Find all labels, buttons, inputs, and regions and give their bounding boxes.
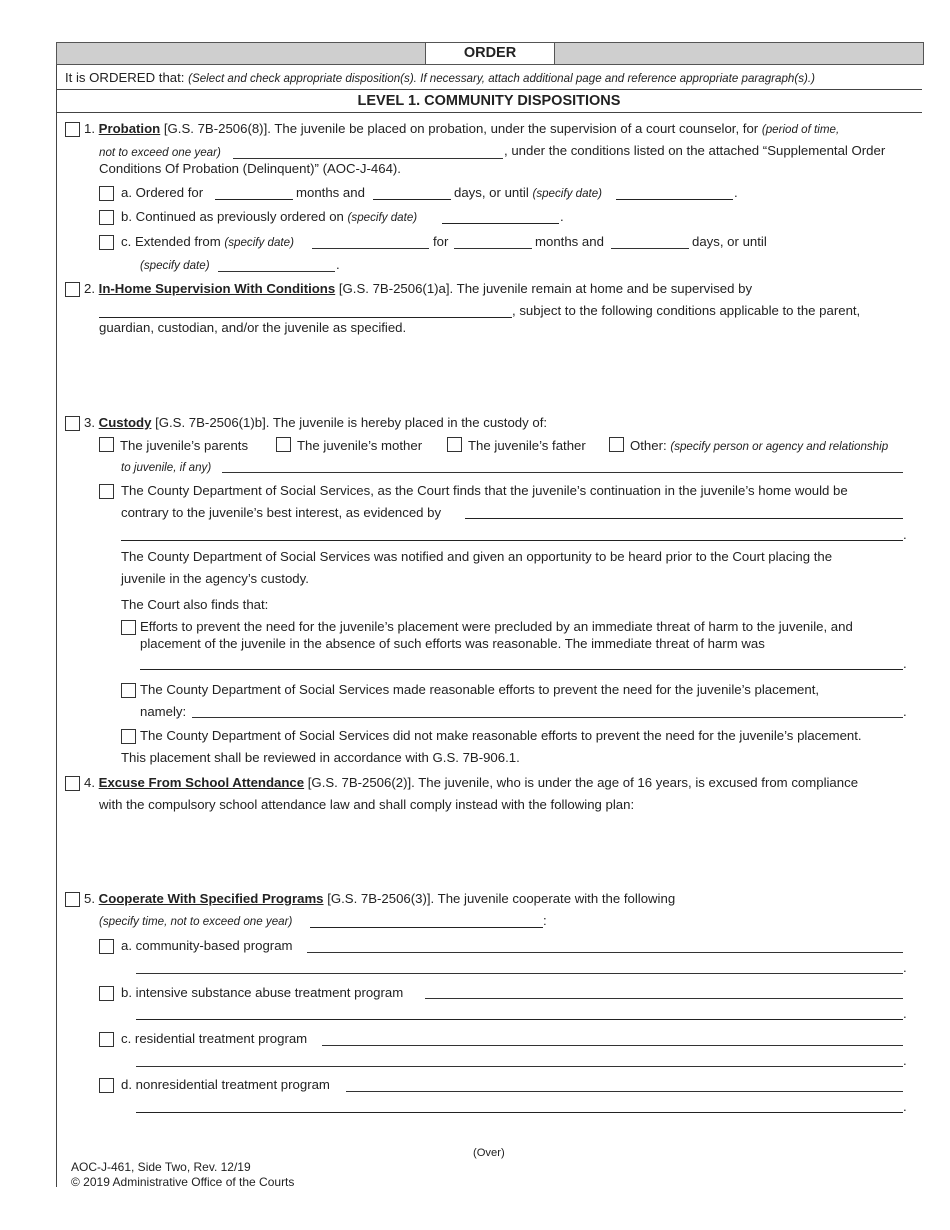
ordered-instruction: (Select and check appropriate disposition(s). If necessary, attach additional page and reference appropriate paragraph(s).) — [188, 72, 815, 85]
item-number: 3. — [84, 415, 95, 430]
item1c-row — [121, 234, 294, 249]
period: . — [903, 704, 907, 719]
other-hint-2: to juvenile, if any) — [121, 461, 212, 474]
residential-label: c. residential treatment program — [121, 1031, 308, 1046]
school-excuse-checkbox[interactable] — [65, 776, 80, 791]
school-cite: [G.S. 7B-2506(2)]. The juvenile, who is under the age of 16 years, is excused from compliance — [304, 775, 859, 790]
level-title: LEVEL 1. COMMUNITY DISPOSITIONS — [357, 93, 621, 109]
parents-label: The juvenile’s parents — [120, 438, 249, 453]
namely-label: namely: — [140, 704, 187, 719]
item1a-until — [454, 185, 602, 200]
letter: c. — [121, 234, 132, 249]
specify-date-hint — [140, 257, 210, 272]
months-and-label: months and — [535, 234, 604, 249]
reasonable-efforts-checkbox[interactable] — [121, 683, 136, 698]
for-label: for — [433, 234, 449, 249]
item2-line3: guardian, custodian, and/or the juvenile as specified. — [99, 320, 407, 335]
evidence-field-2[interactable] — [121, 540, 903, 541]
ordered-for-label: Ordered for — [135, 185, 204, 200]
school-title: Excuse From School Attendance — [98, 775, 305, 790]
substance-abuse-field-2[interactable] — [136, 1019, 903, 1020]
item-number: 2. — [84, 281, 95, 296]
continued-checkbox[interactable] — [99, 210, 114, 225]
reviewed-line: This placement shall be reviewed in accordance with G.S. 7B-906.1. — [121, 750, 520, 765]
period: . — [903, 1053, 907, 1068]
letter: a. — [121, 185, 132, 200]
specify-date-hint: (specify date) — [532, 187, 603, 200]
mother-label: The juvenile’s mother — [297, 438, 423, 453]
days-or-until-label: days, or until — [692, 234, 767, 249]
specify-date-hint: (specify date) — [347, 211, 418, 224]
ordered-until-date-field[interactable] — [616, 199, 733, 200]
other-checkbox[interactable] — [609, 437, 624, 452]
community-program-checkbox[interactable] — [99, 939, 114, 954]
period: . — [903, 527, 907, 542]
ordered-for-checkbox[interactable] — [99, 186, 114, 201]
efforts-line2: placement of the juvenile in the absence of such efforts was reasonable. The immediate threat of harm was — [140, 636, 765, 651]
programs-time-field[interactable] — [310, 927, 543, 928]
supervisor-field[interactable] — [99, 317, 512, 318]
community-program-label: a. community-based program — [121, 938, 293, 953]
father-label: The juvenile’s father — [468, 438, 586, 453]
item5-line1 — [84, 891, 675, 906]
programs-time-hint: (specify time, not to exceed one year) — [99, 915, 293, 928]
probation-checkbox[interactable] — [65, 122, 80, 137]
community-program-field[interactable] — [307, 952, 903, 953]
substance-abuse-field[interactable] — [425, 998, 903, 999]
over-label: (Over) — [473, 1147, 505, 1159]
father-checkbox[interactable] — [447, 437, 462, 452]
divider — [56, 89, 922, 90]
mother-checkbox[interactable] — [276, 437, 291, 452]
extended-from-label: Extended from — [134, 234, 221, 249]
notified-line2: juvenile in the agency’s custody. — [121, 571, 309, 586]
residential-field[interactable] — [322, 1045, 903, 1046]
item1-line3: Conditions Of Probation (Delinquent)” (AOC-J-464). — [99, 161, 401, 176]
in-home-supervision-checkbox[interactable] — [65, 282, 80, 297]
dss-line1: The County Department of Social Services, as the Court finds that the juvenile’s continuation in the juvenile’s home would be — [121, 483, 848, 498]
namely-field[interactable] — [192, 717, 903, 718]
item-number: 5. — [84, 891, 95, 906]
item1-after-line: , under the conditions listed on the attached “Supplemental Order — [504, 143, 886, 158]
efforts-precluded-checkbox[interactable] — [121, 620, 136, 635]
programs-cite: [G.S. 7B-2506(3)]. The juvenile cooperate with the following — [323, 891, 676, 906]
specify-date-hint-2: (specify date) — [140, 259, 210, 272]
programs-title: Cooperate With Specified Programs — [98, 891, 324, 906]
probation-title: Probation — [98, 121, 161, 136]
custody-options-row — [99, 437, 248, 453]
period: . — [734, 185, 738, 200]
item5-hint-row — [99, 913, 292, 928]
specify-date-hint: (specify date) — [224, 236, 294, 249]
extended-days-field[interactable] — [611, 248, 689, 249]
item2-after-line: , subject to the following conditions applicable to the parent, — [512, 303, 861, 318]
nonresidential-field-2[interactable] — [136, 1112, 903, 1113]
item4-line2: with the compulsory school attendance law and shall comply instead with the following plan: — [99, 797, 635, 812]
in-home-cite: [G.S. 7B-2506(1)a]. The juvenile remain at home and be supervised by — [335, 281, 753, 296]
mother-option — [276, 437, 422, 453]
evidence-field[interactable] — [465, 518, 903, 519]
item1b-row — [121, 209, 417, 224]
header-title-box — [425, 42, 555, 65]
threat-field[interactable] — [140, 669, 903, 670]
other-custodian-field[interactable] — [222, 472, 903, 473]
parents-checkbox[interactable] — [99, 437, 114, 452]
ordered-months-field[interactable] — [215, 199, 293, 200]
probation-cite: [G.S. 7B-2506(8)]. The juvenile be placed on probation, under the supervision of a court counselor, for — [160, 121, 762, 136]
period: . — [903, 1099, 907, 1114]
letter: b. — [121, 209, 132, 224]
other-hint-2-row — [121, 459, 211, 474]
divider — [56, 112, 922, 113]
order-title: ORDER — [463, 45, 517, 61]
extended-checkbox[interactable] — [99, 235, 114, 250]
header-right-shade — [554, 42, 924, 65]
months-and-label: months and — [296, 185, 365, 200]
reasonable-line1: The County Department of Social Services made reasonable efforts to prevent the need for the juvenile’s placement, — [140, 682, 820, 697]
nonresidential-checkbox[interactable] — [99, 1078, 114, 1093]
nonresidential-field[interactable] — [346, 1091, 903, 1092]
extended-from-date-field[interactable] — [312, 248, 429, 249]
nonresidential-label: d. nonresidential treatment program — [121, 1077, 330, 1092]
period: . — [336, 257, 340, 272]
item3-line1 — [84, 415, 547, 430]
item1-line2-hint — [99, 144, 221, 159]
header-left-shade — [56, 42, 427, 65]
father-option — [447, 437, 586, 453]
form-number: AOC-J-461, Side Two, Rev. 12/19 — [71, 1160, 251, 1174]
item1-line1 — [84, 121, 839, 136]
dss-line2: contrary to the juvenile’s best interest, as evidenced by — [121, 505, 442, 520]
period-hint-2: not to exceed one year) — [99, 146, 221, 159]
programs-checkbox[interactable] — [65, 892, 80, 907]
not-reasonable-checkbox[interactable] — [121, 729, 136, 744]
item4-line1 — [84, 775, 858, 790]
ordered-days-field[interactable] — [373, 199, 451, 200]
period-hint: (period of time, — [761, 123, 840, 136]
other-hint: (specify person or agency and relationship — [670, 440, 889, 453]
copyright: © 2019 Administrative Office of the Courts — [71, 1175, 295, 1189]
period: . — [903, 1006, 907, 1021]
court-finds: The Court also finds that: — [121, 597, 269, 612]
item-number: 4. — [84, 775, 95, 790]
probation-period-field[interactable] — [233, 158, 503, 159]
extended-until-date-field[interactable] — [218, 271, 335, 272]
continued-date-field[interactable] — [442, 223, 559, 224]
substance-abuse-checkbox[interactable] — [99, 986, 114, 1001]
item1a-row — [121, 185, 203, 200]
period: . — [560, 209, 564, 224]
item2-line1 — [84, 281, 752, 296]
other-label: Other: — [630, 438, 667, 453]
other-option — [609, 437, 888, 453]
residential-checkbox[interactable] — [99, 1032, 114, 1047]
custody-checkbox[interactable] — [65, 416, 80, 431]
ordered-line — [65, 70, 815, 85]
substance-abuse-label: b. intensive substance abuse treatment program — [121, 985, 404, 1000]
not-reasonable-line: The County Department of Social Services did not make reasonable efforts to prevent the need for the juvenile’s placement. — [140, 728, 862, 743]
days-or-until-label: days, or until — [454, 185, 529, 200]
colon: : — [543, 913, 547, 928]
item-number: 1. — [84, 121, 95, 136]
ordered-prefix: It is ORDERED that: — [65, 70, 185, 85]
dss-checkbox[interactable] — [99, 484, 114, 499]
period: . — [903, 656, 907, 671]
efforts-line1: Efforts to prevent the need for the juvenile’s placement were precluded by an immediate threat of harm to the juvenile, and — [140, 619, 853, 634]
period: . — [903, 960, 907, 975]
custody-cite: [G.S. 7B-2506(1)b]. The juvenile is hereby placed in the custody of: — [151, 415, 548, 430]
extended-months-field[interactable] — [454, 248, 532, 249]
left-margin-rule — [56, 42, 57, 1187]
continued-label: Continued as previously ordered on — [135, 209, 344, 224]
notified-line1: The County Department of Social Services was notified and given an opportunity to be heard prior to the Court placing the — [121, 549, 833, 564]
community-program-field-2[interactable] — [136, 973, 903, 974]
residential-field-2[interactable] — [136, 1066, 903, 1067]
custody-title: Custody — [98, 415, 152, 430]
in-home-title: In-Home Supervision With Conditions — [98, 281, 336, 296]
